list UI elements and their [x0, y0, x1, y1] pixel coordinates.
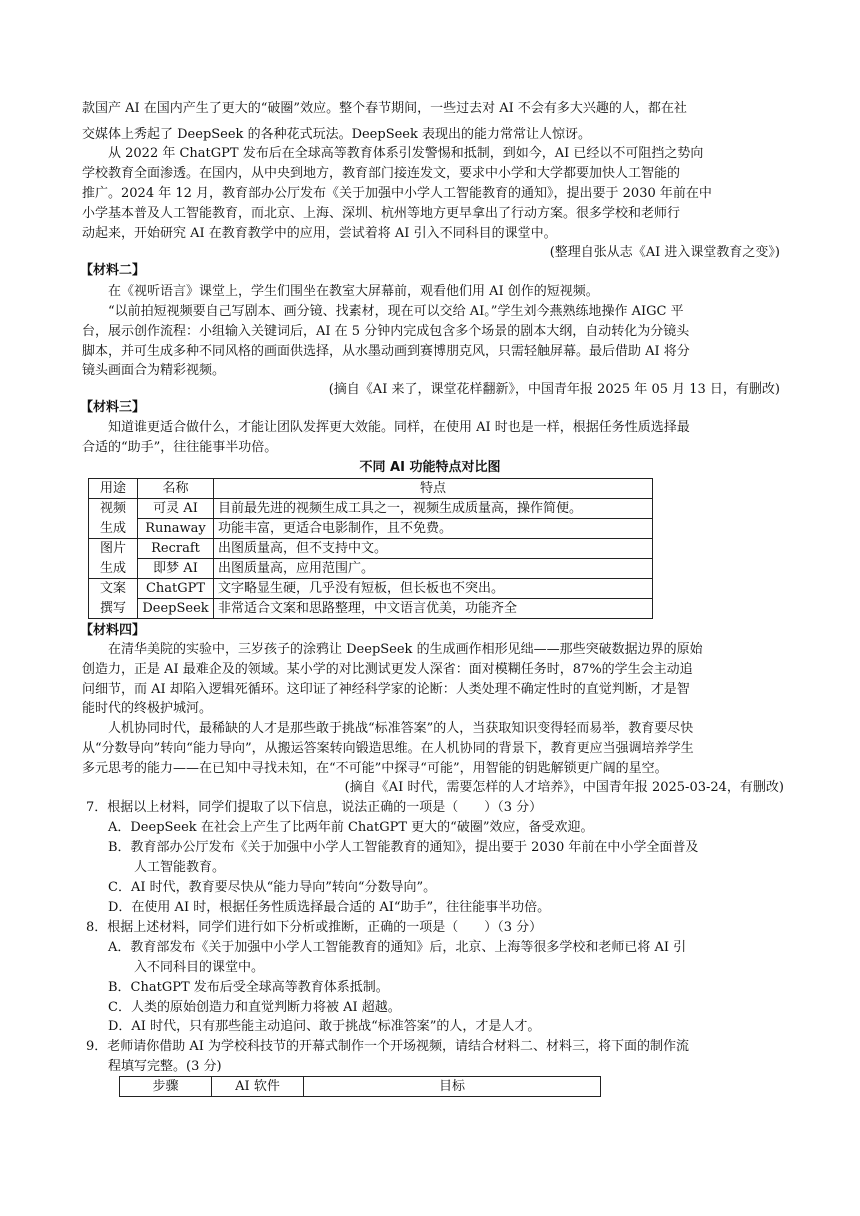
q7-option-d[interactable]: D．在使用 AI 时，根据任务性质选择最合适的 AI“助手”，往往能事半功倍。: [108, 900, 551, 915]
name-cell: 可灵 AI: [138, 499, 214, 519]
q9-stem: 9．老师请你借助 AI 为学校科技节的开幕式制作一个开场视频，请结合材料二、材料三，将下面的制作流: [86, 1039, 690, 1054]
ai-comparison-table: [88, 478, 653, 619]
m1-line-4: 学校教育全面渗透。在国内，从中央到地方，教育部门接连发文，要求中小学和大学都要加快人工智能的: [82, 166, 681, 181]
name-cell: 即梦 AI: [138, 559, 214, 579]
feature-cell: 目前最先进的视频生成工具之一，视频生成质量高，操作简便。: [214, 499, 653, 519]
q7-stem: 7．根据以上材料，同学们提取了以下信息，说法正确的一项是（ ）（3 分）: [86, 800, 543, 815]
q8-option-a-cont: 入不同科目的课堂中。: [134, 960, 265, 975]
m2-line-5: 镜头画面合为精彩视频。: [82, 363, 226, 378]
table-row: [89, 539, 653, 559]
q7-option-c[interactable]: C．AI 时代，教育要尽快从“能力导向”转向“分数导向”。: [108, 880, 437, 895]
m1-line-1: 款国产 AI 在国内产生了更大的“破圈”效应。整个春节期间，一些过去对 AI 不会有多大兴趣的人，都在社: [82, 101, 687, 116]
q7-option-b[interactable]: B．教育部办公厅发布《关于加强中小学人工智能教育的通知》，提出要于 2030 年前在中小学全面普及: [108, 840, 699, 855]
q9-answer-table: [119, 1076, 601, 1097]
feature-cell: 功能丰富，更适合电影制作，且不免费。: [214, 519, 653, 539]
m2-line-2: “以前拍短视频要自己写剧本、画分镜、找素材，现在可以交给 AI。”学生刘今燕熟练地操作 AIGC 平: [108, 304, 684, 319]
q7-option-b-cont: 人工智能教育。: [134, 860, 226, 875]
name-cell: DeepSeek: [138, 599, 214, 619]
table-row: [89, 519, 653, 539]
m4-line-6: 从“分数导向”转向“能力导向”，从搬运答案转向锻造思维。在人机协同的背景下，教育更应当强调培养学生: [82, 741, 694, 756]
m2-line-4: 脚本，并可生成多种不同风格的画面供选择，从水墨动画到赛博朋克风，只需轻触屏幕。最后借助 AI 将分: [82, 344, 690, 359]
m4-line-3: 问细节，而 AI 却陷入逻辑死循环。这印证了神经科学家的论断：人类处理不确定性时的直觉判断，才是智: [82, 682, 690, 697]
m2-source: (摘自《AI 来了，课堂花样翻新》，中国青年报 2025 年 05 月 13 日，有删改): [328, 382, 780, 397]
m1-line-7: 动起来，开始研究 AI 在教育教学中的应用，尝试着将 AI 引入不同科目的课堂中。: [82, 226, 557, 241]
use-cell: 撰写: [89, 599, 138, 619]
m1-line-6: 小学基本普及人工智能教育，而北京、上海、深圳、杭州等地方更早拿出了行动方案。很多学校和老师行: [82, 206, 681, 221]
q8-option-b[interactable]: B．ChatGPT 发布后受全球高等教育体系抵制。: [108, 980, 389, 995]
feature-cell: 出图质量高，应用范围广。: [214, 559, 653, 579]
table-title: 不同 AI 功能特点对比图: [359, 460, 501, 475]
use-cell: 视频: [89, 499, 138, 519]
m3-heading: 【材料三】: [80, 400, 146, 415]
m4-line-4: 能时代的终极护城河。: [82, 701, 213, 716]
m1-line-2: 交媒体上秀起了 DeepSeek 的各种花式玩法。DeepSeek 表现出的能力常常让人惊讶。: [82, 127, 591, 142]
m2-line-1: 在《视听语言》课堂上，学生们围坐在教室大屏幕前，观看他们用 AI 创作的短视频。: [108, 284, 599, 299]
table-row: [89, 579, 653, 599]
q9-header-step: 步骤: [120, 1077, 212, 1097]
header-use: 用途: [89, 479, 138, 499]
use-cell: 生成: [89, 559, 138, 579]
use-cell: 图片: [89, 539, 138, 559]
q8-option-a[interactable]: A．教育部发布《关于加强中小学人工智能教育的通知》后，北京、上海等很多学校和老师已将 AI 引: [108, 940, 687, 955]
table-row: [89, 499, 653, 519]
m4-source: (摘自《AI 时代，需要怎样的人才培养》，中国青年报 2025-03-24，有删改): [344, 780, 784, 795]
m2-line-3: 台，展示创作流程：小组输入关键词后，AI 在 5 分钟内完成包含多个场景的剧本大纲，自动转化为分镜头: [82, 324, 690, 339]
m1-source: (整理自张从志《AI 进入课堂教育之变》): [549, 245, 780, 260]
q8-option-c[interactable]: C．人类的原始创造力和直觉判断力将被 AI 超越。: [108, 1000, 401, 1015]
name-cell: Runaway: [138, 519, 214, 539]
table-row: [89, 559, 653, 579]
feature-cell: 出图质量高，但不支持中文。: [214, 539, 653, 559]
m4-line-2: 创造力，正是 AI 最难企及的领域。某小学的对比测试更发人深省：面对模糊任务时，87%的学生会主动追: [82, 662, 693, 677]
header-name: 名称: [138, 479, 214, 499]
m4-line-1: 在清华美院的实验中，三岁孩子的涂鸦让 DeepSeek 的生成画作相形见绌——那些突破数据边界的原始: [108, 642, 703, 657]
name-cell: ChatGPT: [138, 579, 214, 599]
feature-cell: 非常适合文案和思路整理，中文语言优美，功能齐全: [214, 599, 653, 619]
table-header-row: [89, 479, 653, 499]
m3-line-2: 合适的“助手”，往往能事半功倍。: [82, 440, 278, 455]
q9-header-software: AI 软件: [212, 1077, 304, 1097]
m1-line-5: 推广。2024 年 12 月，教育部办公厅发布《关于加强中小学人工智能教育的通知》，提出要于 2030 年前在中: [82, 186, 712, 201]
m3-line-1: 知道谁更适合做什么，才能让团队发挥更大效能。同样，在使用 AI 时也是一样，根据任务性质选择最: [108, 420, 690, 435]
name-cell: Recraft: [138, 539, 214, 559]
q9-stem-cont: 程填写完整。(3 分): [108, 1059, 222, 1074]
m1-line-3: 从 2022 年 ChatGPT 发布后在全球高等教育体系引发警惕和抵制，到如今，AI 已经以不可阻挡之势向: [108, 146, 704, 161]
m2-heading: 【材料二】: [80, 263, 146, 278]
table-row: [89, 599, 653, 619]
q8-option-d[interactable]: D．AI 时代，只有那些能主动追问、敢于挑战“标准答案”的人，才是人才。: [108, 1019, 541, 1034]
header-feature: 特点: [214, 479, 653, 499]
use-cell: 生成: [89, 519, 138, 539]
q7-option-a[interactable]: A．DeepSeek 在社会上产生了比两年前 ChatGPT 更大的“破圈”效应，备受欢迎。: [108, 820, 594, 835]
q9-header-row: [120, 1077, 601, 1097]
use-cell: 文案: [89, 579, 138, 599]
q9-header-goal: 目标: [304, 1077, 601, 1097]
q8-stem: 8．根据上述材料，同学们进行如下分析或推断，正确的一项是（ ）（3 分）: [86, 920, 543, 935]
m4-line-7: 多元思考的能力——在已知中寻找未知，在“不可能”中探寻“可能”，用智能的钥匙解锁更广阔的星空。: [82, 761, 668, 776]
m4-heading: 【材料四】: [80, 623, 146, 638]
feature-cell: 文字略显生硬，几乎没有短板，但长板也不突出。: [214, 579, 653, 599]
m4-line-5: 人机协同时代，最稀缺的人才是那些敢于挑战“标准答案”的人，当获取知识变得轻而易举，教育要尽快: [108, 721, 694, 736]
